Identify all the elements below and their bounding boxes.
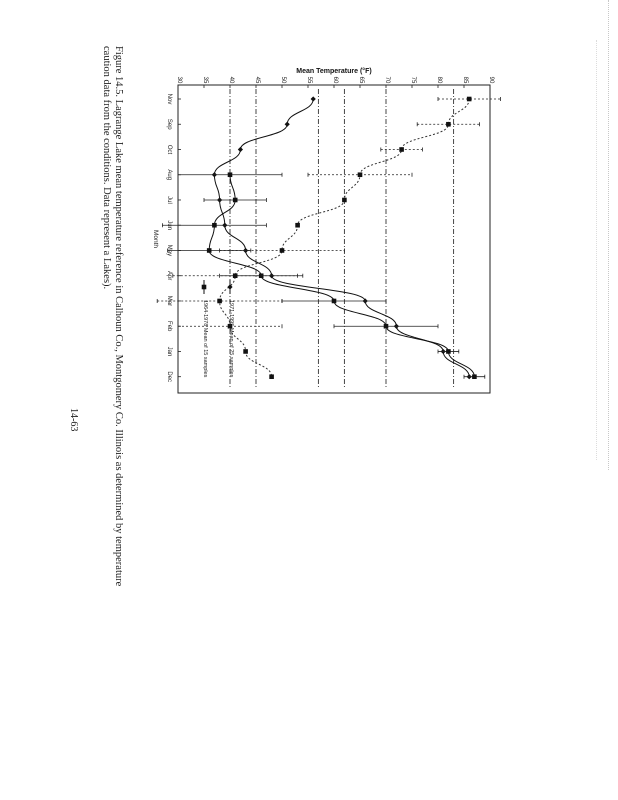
x-axis-title: Month (152, 229, 159, 249)
x-tick-label: Sep (166, 118, 172, 130)
x-tick-label: Dec (166, 371, 172, 383)
data-point (207, 248, 212, 253)
figure-caption-line1: Figure 14.5. Lagrange Lake mean temperature reference in Calhoun Co., Montgomery Co. Illinois as determined by temperature (113, 46, 124, 587)
x-tick-label: Feb (166, 321, 172, 332)
y-tick-label: 75 (410, 76, 416, 84)
data-point (212, 223, 217, 228)
data-point (342, 198, 347, 203)
legend-label: 1964-1978 Mean of 15 samples (202, 300, 208, 378)
data-point (358, 172, 363, 177)
x-tick-label: Jan (166, 346, 172, 357)
y-axis-title: Mean Temperature (°F) (296, 68, 372, 75)
figure-caption-line2: caution data from the conditions. Data represent a Lakes). (101, 46, 112, 290)
y-tick-label: 40 (228, 76, 234, 84)
page-number: 14-63 (68, 408, 79, 432)
data-point (217, 299, 222, 304)
data-point (467, 97, 472, 102)
y-tick-label: 90 (488, 76, 494, 84)
data-point (285, 122, 290, 127)
data-point (399, 147, 404, 152)
legend-swatch (202, 285, 207, 290)
legend-label: 1971-1995 Mean of 25 samples (228, 300, 234, 378)
data-point (472, 374, 477, 379)
x-tick-label: Aug (166, 169, 172, 181)
x-tick-label: Jul (166, 196, 172, 204)
data-point (238, 147, 243, 152)
y-tick-label: 30 (176, 76, 182, 84)
y-tick-label: 80 (436, 76, 442, 84)
y-tick-label: 45 (254, 76, 260, 84)
x-tick-label: Oct (166, 144, 172, 155)
data-point (384, 324, 389, 329)
data-point (233, 273, 238, 278)
data-point (280, 248, 285, 253)
plot-frame (178, 85, 490, 393)
x-tick-label: Jun (166, 220, 172, 231)
x-tick-label: Mar (166, 295, 172, 307)
y-tick-label: 60 (332, 76, 338, 84)
data-point (228, 172, 233, 177)
y-tick-label: 85 (462, 76, 468, 84)
data-point (243, 349, 248, 354)
data-point (311, 96, 316, 101)
x-tick-label: May (166, 244, 172, 257)
y-tick-label: 50 (280, 76, 286, 84)
y-tick-label: 55 (306, 76, 312, 84)
y-tick-label: 65 (358, 76, 364, 84)
data-point (233, 198, 238, 203)
data-point (332, 299, 337, 304)
data-point (295, 223, 300, 228)
data-point (269, 374, 274, 379)
legend-swatch (227, 284, 232, 289)
y-tick-label: 35 (202, 76, 208, 84)
y-tick-label: 70 (384, 76, 390, 84)
data-point (446, 122, 451, 127)
data-point (446, 349, 451, 354)
series-line-0 (214, 99, 469, 377)
x-tick-label: Nov (166, 93, 172, 105)
x-tick-label: Apr (166, 271, 172, 281)
